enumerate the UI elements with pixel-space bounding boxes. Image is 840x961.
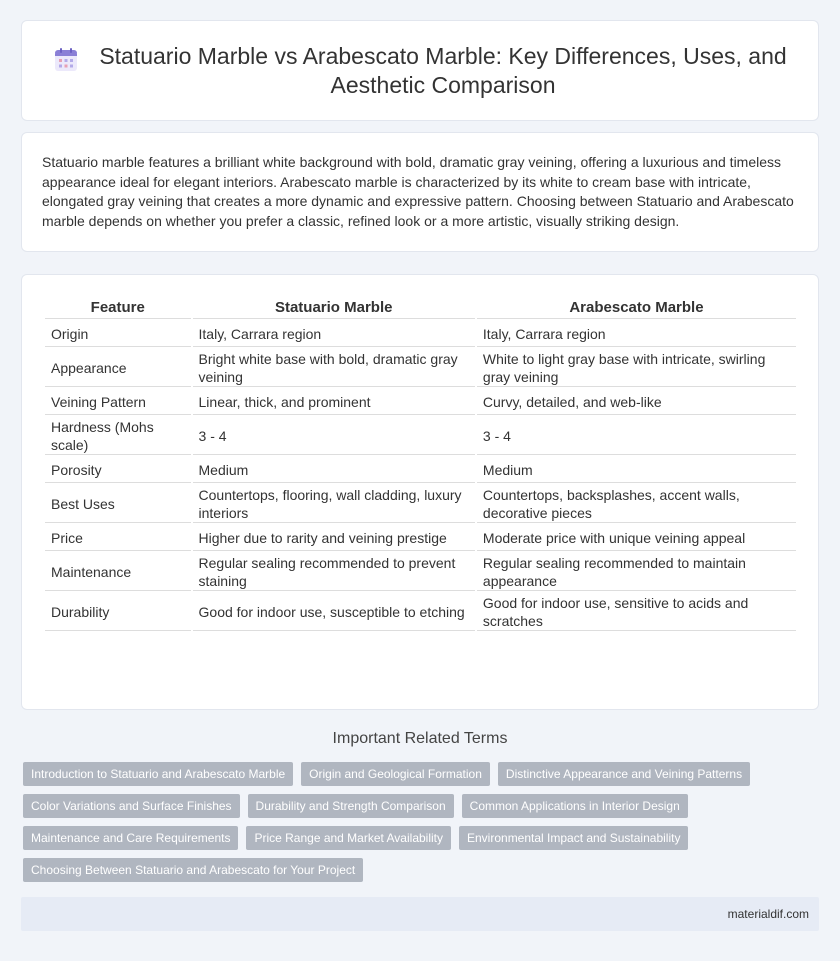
statuario-cell: Medium xyxy=(193,457,475,483)
arabescato-cell: Regular sealing recommended to maintain appearance xyxy=(477,553,796,591)
feature-cell: Hardness (Mohs scale) xyxy=(45,417,191,455)
arabescato-cell: Medium xyxy=(477,457,796,483)
feature-cell: Best Uses xyxy=(45,485,191,523)
statuario-cell: 3 - 4 xyxy=(193,417,475,455)
intro-card xyxy=(21,132,819,252)
footer xyxy=(21,897,819,931)
title-card xyxy=(21,20,819,121)
related-terms-list xyxy=(23,762,803,890)
related-term-tag[interactable]: Distinctive Appearance and Veining Patterns xyxy=(498,762,750,786)
table-row xyxy=(45,457,796,483)
intro-paragraph: Statuario marble features a brilliant white background with bold, dramatic gray veining, offering a luxurious and timeless appearance ideal for elegant interiors. Arabescato marble is characterized by its white to cream base with intricate, elongated gray veining that creates a more dynamic and expressive pattern. Choosing between Statuario and Arabescato marble depends on whether you prefer a classic, refined look or a more artistic, visually striking design. xyxy=(42,154,794,229)
arabescato-cell: Italy, Carrara region xyxy=(477,321,796,347)
related-term-tag[interactable]: Color Variations and Surface Finishes xyxy=(23,794,240,818)
statuario-cell: Italy, Carrara region xyxy=(193,321,475,347)
statuario-cell: Countertops, flooring, wall cladding, luxury interiors xyxy=(193,485,475,523)
header-feature: Feature xyxy=(45,297,191,319)
feature-cell: Appearance xyxy=(45,349,191,387)
related-term-tag[interactable]: Durability and Strength Comparison xyxy=(248,794,454,818)
arabescato-cell: Countertops, backsplashes, accent walls, decorative pieces xyxy=(477,485,796,523)
arabescato-cell: Curvy, detailed, and web-like xyxy=(477,389,796,415)
arabescato-cell: Good for indoor use, sensitive to acids and scratches xyxy=(477,593,796,631)
feature-cell: Origin xyxy=(45,321,191,347)
statuario-cell: Good for indoor use, susceptible to etching xyxy=(193,593,475,631)
table-row xyxy=(45,349,796,387)
feature-cell: Veining Pattern xyxy=(45,389,191,415)
related-term-tag[interactable]: Maintenance and Care Requirements xyxy=(23,826,238,850)
related-term-tag[interactable]: Common Applications in Interior Design xyxy=(462,794,688,818)
header-statuario: Statuario Marble xyxy=(193,297,475,319)
arabescato-cell: Moderate price with unique veining appeal xyxy=(477,525,796,551)
footer-site-link[interactable]: materialdif.com xyxy=(727,907,809,921)
page-title: Statuario Marble vs Arabescato Marble: Key Differences, Uses, and Aesthetic Comparison xyxy=(99,42,787,98)
table-row xyxy=(45,389,796,415)
feature-cell: Maintenance xyxy=(45,553,191,591)
title-row xyxy=(22,21,818,120)
feature-cell: Durability xyxy=(45,593,191,631)
calendar-grid-icon xyxy=(52,46,80,74)
header-arabescato: Arabescato Marble xyxy=(477,297,796,319)
table-row xyxy=(45,485,796,523)
table-row xyxy=(45,417,796,455)
table-row xyxy=(45,321,796,347)
related-term-tag[interactable]: Environmental Impact and Sustainability xyxy=(459,826,688,850)
table-header-row xyxy=(45,297,796,319)
statuario-cell: Linear, thick, and prominent xyxy=(193,389,475,415)
table-row xyxy=(45,525,796,551)
arabescato-cell: 3 - 4 xyxy=(477,417,796,455)
comparison-card xyxy=(21,274,819,710)
table-row xyxy=(45,593,796,631)
table-row xyxy=(45,553,796,591)
related-term-tag[interactable]: Price Range and Market Availability xyxy=(246,826,451,850)
related-term-tag[interactable]: Introduction to Statuario and Arabescato Marble xyxy=(23,762,293,786)
feature-cell: Price xyxy=(45,525,191,551)
statuario-cell: Regular sealing recommended to prevent staining xyxy=(193,553,475,591)
comparison-table xyxy=(43,295,798,633)
related-term-tag[interactable]: Choosing Between Statuario and Arabescato for Your Project xyxy=(23,858,363,882)
related-terms-title: Important Related Terms xyxy=(332,730,508,747)
feature-cell: Porosity xyxy=(45,457,191,483)
related-term-tag[interactable]: Origin and Geological Formation xyxy=(301,762,490,786)
arabescato-cell: White to light gray base with intricate, swirling gray veining xyxy=(477,349,796,387)
statuario-cell: Bright white base with bold, dramatic gray veining xyxy=(193,349,475,387)
statuario-cell: Higher due to rarity and veining prestige xyxy=(193,525,475,551)
